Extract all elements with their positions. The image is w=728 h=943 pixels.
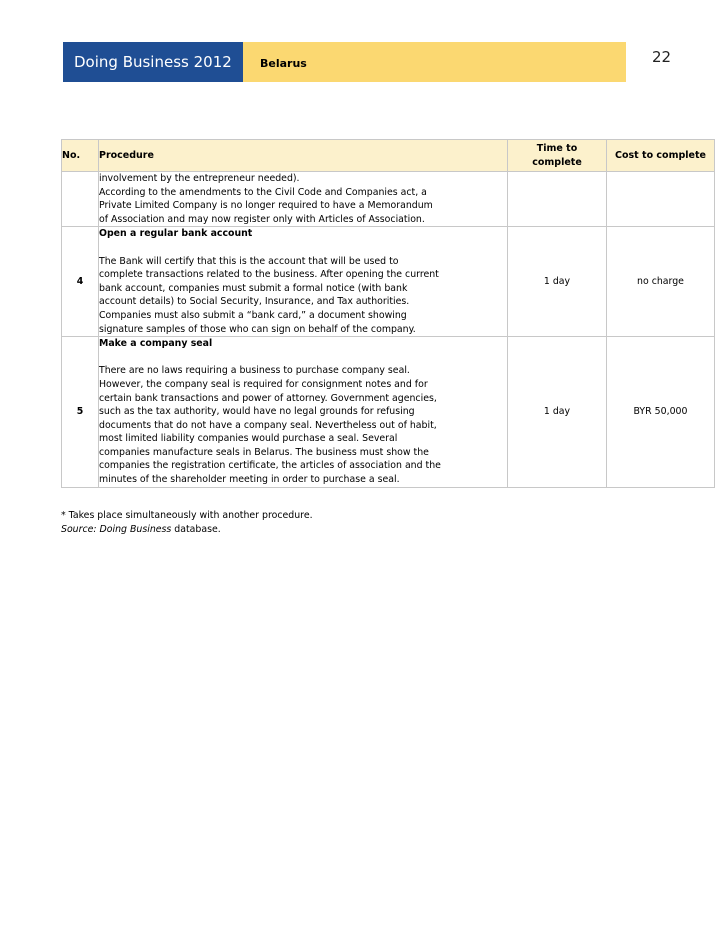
text-line: Companies must also submit a “bank card,” a document showing — [99, 309, 407, 321]
text-line: complete transactions related to the business. After opening the current — [99, 269, 439, 281]
text-line: certain bank transactions and power of attorney. Government agencies, — [99, 392, 437, 404]
procedure-text — [99, 337, 508, 488]
text-line: The Bank will certify that this is the account that will be used to — [99, 255, 399, 267]
source-line — [61, 523, 313, 537]
text-line: bank account, companies must submit a formal notice (with bank — [99, 282, 408, 294]
time-empty — [508, 172, 607, 227]
text-line: such as the tax authority, would have no legal grounds for refusing — [99, 406, 415, 418]
procedure-number: 5 — [62, 337, 99, 488]
source-rest: database. — [171, 524, 221, 535]
table-row-continued — [62, 172, 715, 227]
report-title-banner — [63, 42, 243, 82]
page-number: 22 — [652, 48, 672, 66]
header-no: No. — [62, 140, 99, 172]
header-procedure: Procedure — [99, 140, 508, 172]
country-name: Belarus — [260, 57, 307, 70]
procedures-table — [61, 139, 715, 488]
time-to-complete: 1 day — [508, 227, 607, 337]
procedure-text — [99, 227, 508, 337]
header-time-label: Time to complete — [532, 142, 582, 168]
source-label: Source: Doing Business — [61, 524, 172, 535]
time-to-complete: 1 day — [508, 337, 607, 488]
text-line: According to the amendments to the Civil Code and Companies act, a — [99, 186, 427, 198]
cost-empty — [607, 172, 715, 227]
cost-to-complete: no charge — [607, 227, 715, 337]
text-line: companies the registration certificate, the articles of association and the — [99, 460, 441, 472]
report-title: Doing Business 2012 — [74, 53, 232, 71]
row-number-empty — [62, 172, 99, 227]
header-cost: Cost to complete — [607, 140, 715, 172]
table-notes — [61, 509, 313, 537]
text-line: of Association and may now register only with Articles of Association. — [99, 213, 425, 225]
table-row — [62, 337, 715, 488]
procedure-title: Make a company seal — [99, 338, 213, 350]
text-line: signature samples of those who can sign on behalf of the company. — [99, 323, 416, 335]
table-header-row — [62, 140, 715, 172]
text-line: documents that do not have a company seal. Nevertheless out of habit, — [99, 419, 437, 431]
procedure-number: 4 — [62, 227, 99, 337]
text-line: However, the company seal is required for consignment notes and for — [99, 378, 428, 390]
text-line: involvement by the entrepreneur needed). — [99, 173, 300, 184]
text-line: most limited liability companies would purchase a seal. Several — [99, 433, 398, 445]
cost-to-complete: BYR 50,000 — [607, 337, 715, 488]
text-line: There are no laws requiring a business to purchase company seal. — [99, 365, 410, 377]
text-line: companies manufacture seals in Belarus. The business must show the — [99, 446, 429, 458]
header-time — [508, 140, 607, 172]
footnote: * Takes place simultaneously with another procedure. — [61, 510, 313, 521]
procedure-text — [99, 172, 508, 227]
procedure-title: Open a regular bank account — [99, 228, 253, 240]
text-line: Private Limited Company is no longer required to have a Memorandum — [99, 200, 433, 212]
country-banner — [243, 42, 626, 82]
table-row — [62, 227, 715, 337]
text-line: minutes of the shareholder meeting in order to purchase a seal. — [99, 474, 400, 486]
text-line: account details) to Social Security, Insurance, and Tax authorities. — [99, 296, 410, 308]
